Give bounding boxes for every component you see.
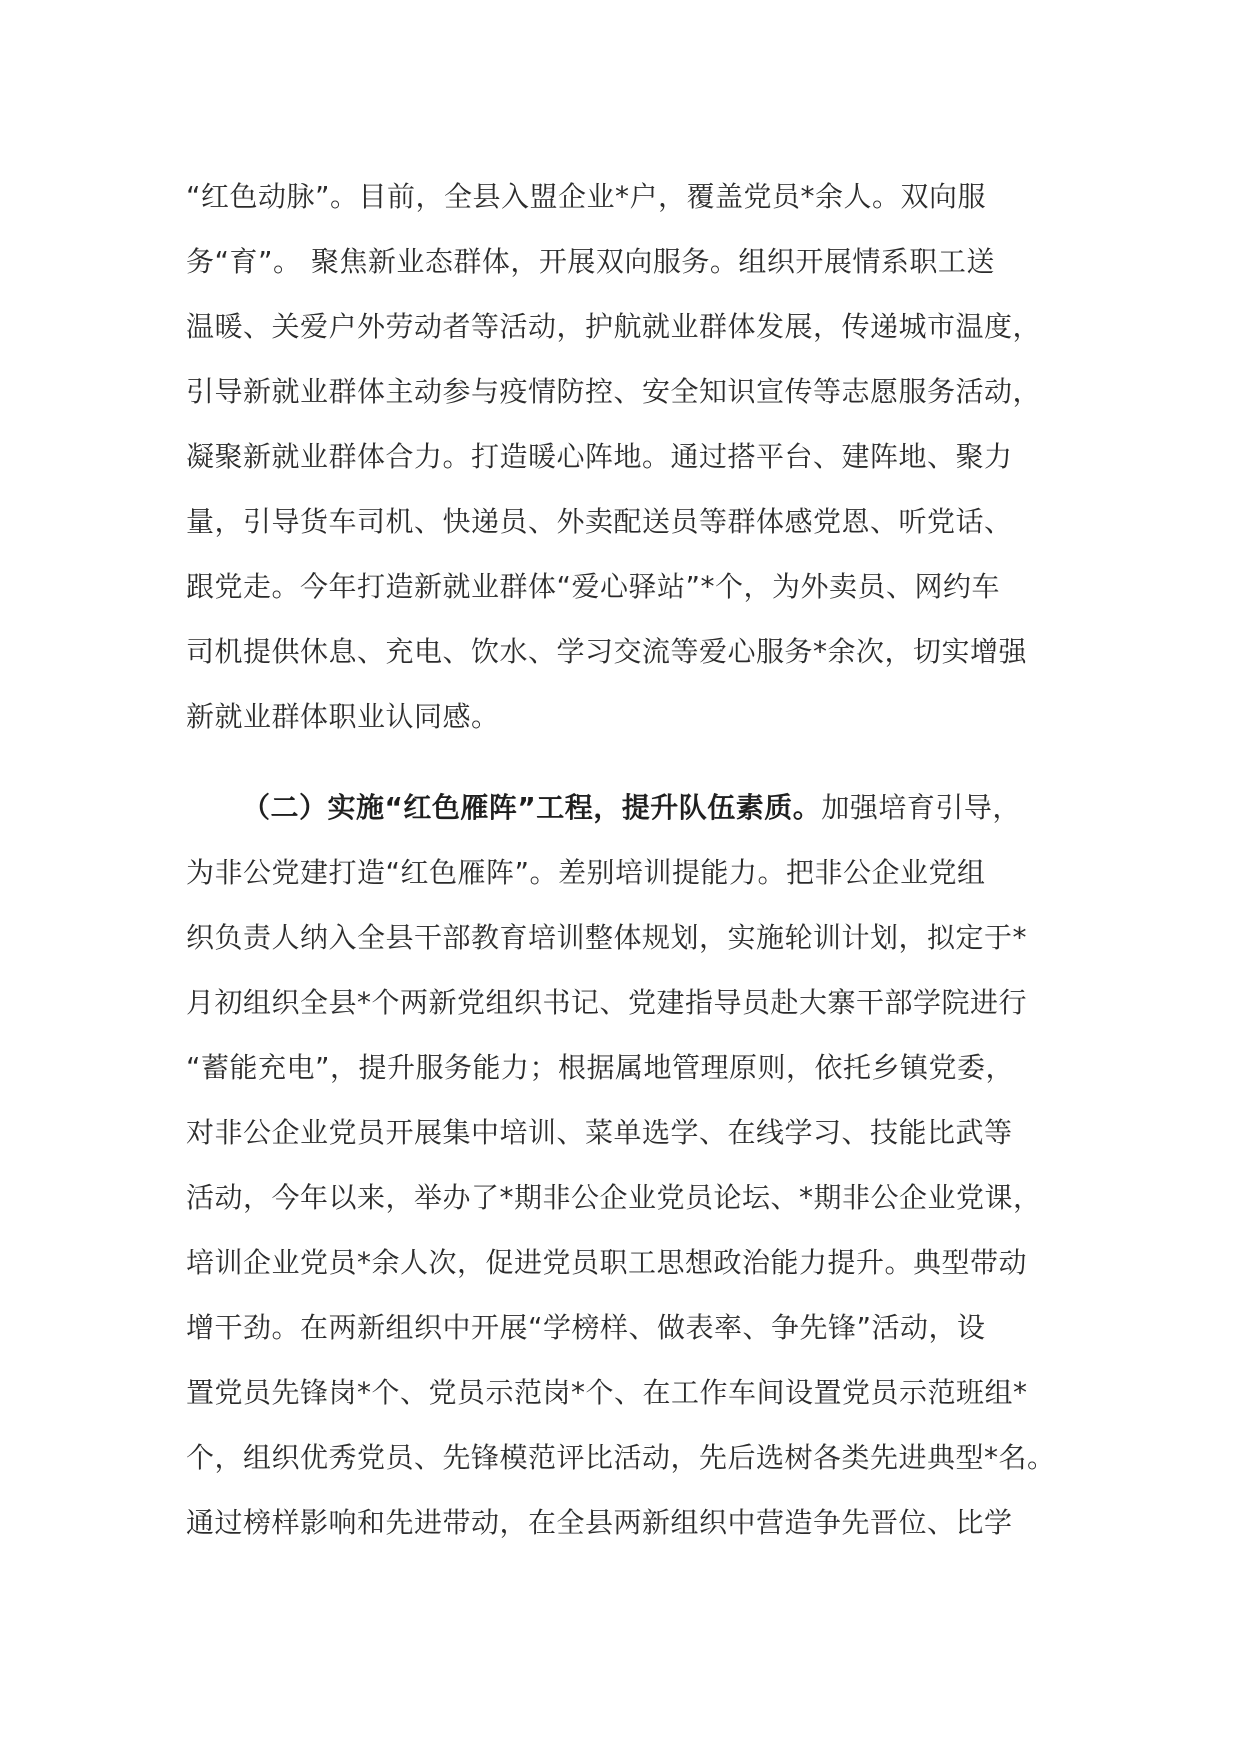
text-line: 引导新就业群体主动参与疫情防控、安全知识宣传等志愿服务活动， [186,375,1042,408]
paragraph-first-line [186,775,1056,840]
paragraph-1 [186,164,1056,749]
section-heading: （二）实施“红色雁阵”工程，提升队伍素质。 [242,791,822,824]
text-line: 量，引导货车司机、快递员、外卖配送员等群体感党恩、听党话、 [186,505,1013,538]
text-line: 置党员先锋岗*个、党员示范岗*个、在工作车间设置党员示范班组* [186,1376,1028,1409]
text-line: 新就业群体职业认同感。 [186,700,500,733]
text-line: 活动，今年以来，举办了*期非公企业党员论坛、*期非公企业党课， [186,1181,1042,1214]
text-line: “红色动脉”。目前，全县入盟企业*户，覆盖党员*余人。双向服 [186,180,987,213]
text-line: 通过榜样影响和先进带动，在全县两新组织中营造争先晋位、比学 [186,1506,1013,1539]
text-line: 温暖、关爱户外劳动者等活动，护航就业群体发展，传递城市温度， [186,310,1042,343]
text-line: 个，组织优秀党员、先锋模范评比活动，先后选树各类先进典型*名。 [186,1441,1056,1474]
text-line: 务“育”。 聚焦新业态群体，开展双向服务。组织开展情系职工送 [186,245,995,278]
text-line: 对非公企业党员开展集中培训、菜单选学、在线学习、技能比武等 [186,1116,1013,1149]
text-line: “蓄能充电”，提升服务能力；根据属地管理原则，依托乡镇党委， [186,1051,1015,1084]
paragraph-2 [186,775,1056,1555]
text-line: 司机提供休息、充电、饮水、学习交流等爱心服务*余次，切实增强 [186,635,1028,668]
heading-trailing-text: 加强培育引导， [821,791,1021,824]
text-line: 织负责人纳入全县干部教育培训整体规划，实施轮训计划，拟定于* [186,921,1028,954]
text-line: 跟党走。今年打造新就业群体“爱心驿站”*个，为外卖员、网约车 [186,570,1001,603]
text-line: 凝聚新就业群体合力。打造暖心阵地。通过搭平台、建阵地、聚力 [186,440,1013,473]
text-line: 培训企业党员*余人次，促进党员职工思想政治能力提升。典型带动 [186,1246,1028,1279]
text-line: 月初组织全县*个两新党组织书记、党建指导员赴大寨干部学院进行 [186,986,1028,1019]
text-line: 增干劲。在两新组织中开展“学榜样、做表率、争先锋”活动，设 [186,1311,986,1344]
text-line: 为非公党建打造“红色雁阵”。差别培训提能力。把非公企业党组 [186,856,986,889]
